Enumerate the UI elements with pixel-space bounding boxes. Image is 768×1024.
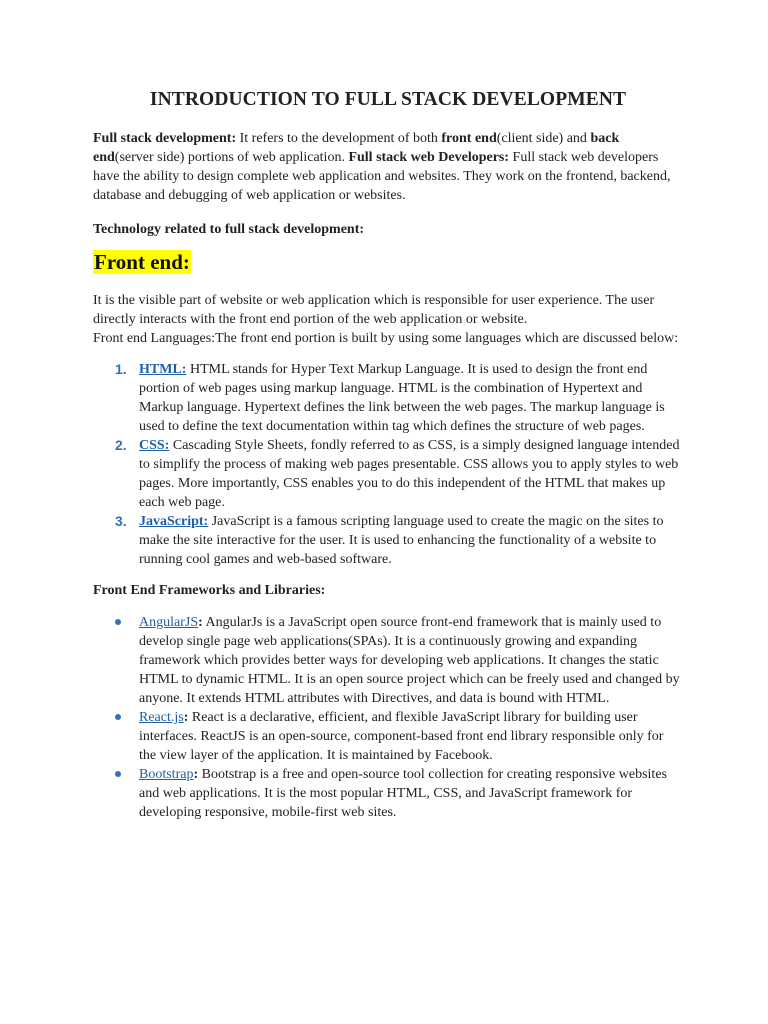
list-item xyxy=(115,512,683,569)
css-description: Cascading Style Sheets, fondly referred to as CSS, is a simply designed language intended to simplify the process of making web pages presentable. CSS allows you to apply styles to web pages. More importantly, CSS enables you to do this independent of the HTML that makes up each web page. xyxy=(139,438,680,510)
term-full-stack-developers: Full stack web Developers: xyxy=(348,150,510,165)
bullet-icon xyxy=(115,771,121,777)
bootstrap-description: Bootstrap is a free and open-source tool collection for creating responsive websites and web applications. It is the most popular HTML, CSS, and JavaScript framework for developing responsive, mobile-first web sites. xyxy=(139,767,667,820)
list-number: 2. xyxy=(115,437,127,453)
frameworks-list xyxy=(93,613,683,822)
intro-paragraph xyxy=(93,129,683,205)
front-end-languages-intro: Front end Languages:The front end portion is built by using some languages which are discussed below: xyxy=(93,331,679,346)
list-item xyxy=(115,436,683,512)
term-front-end: front end xyxy=(441,131,497,146)
reactjs-colon: : xyxy=(183,710,189,725)
term-full-stack-development: Full stack development: xyxy=(93,131,237,146)
frameworks-heading-text: Front End Frameworks and Libraries: xyxy=(93,583,326,598)
reactjs-description: React is a declarative, efficient, and flexible JavaScript library for building user interfaces. ReactJS is an open-source, component-based front end library responsible only for the view layer of the application. It is maintained by Facebook. xyxy=(139,710,664,763)
frameworks-heading xyxy=(93,581,683,600)
front-end-description: It is the visible part of website or web application which is responsible for user experience. The user directly interacts with the front end portion of the web application or website. xyxy=(93,293,655,327)
list-item xyxy=(115,360,683,436)
list-number: 3. xyxy=(115,513,127,529)
term-back-end: back end xyxy=(93,131,620,165)
list-item xyxy=(139,613,683,708)
bullet-icon xyxy=(115,619,121,625)
bootstrap-link[interactable]: Bootstrap xyxy=(139,767,194,782)
html-description: HTML stands for Hyper Text Markup Language. It is used to design the front end portion of web pages using markup language. HTML is the combination of Hypertext and Markup language. Hypertext defines the link between the web pages. The markup language is used to define the text documentation within tag which defines the structure of web pages. xyxy=(139,362,665,434)
angularjs-link[interactable]: AngularJS xyxy=(139,615,199,630)
intro-text-3: (server side) portions of web application. xyxy=(114,150,349,165)
front-end-heading-wrap xyxy=(93,248,683,281)
bootstrap-colon: : xyxy=(193,767,199,782)
bullet-icon xyxy=(115,714,121,720)
document-page xyxy=(93,88,683,822)
technology-heading-text: Technology related to full stack development: xyxy=(93,222,365,237)
intro-text-1: It refers to the development of both xyxy=(236,131,442,146)
intro-text-2: (client side) and xyxy=(496,131,591,146)
intro-text-4: Full stack web developers have the ability to design complete web application and websites. They work on the frontend, backend, database and debugging of web application or websites. xyxy=(93,150,671,203)
html-link[interactable]: HTML: xyxy=(139,362,187,377)
javascript-description: JavaScript is a famous scripting language used to create the magic on the sites to make the site interactive for the user. It is used to enhancing the functionality of a website to running cool games and web-based software. xyxy=(139,514,664,567)
css-link[interactable]: CSS: xyxy=(139,438,170,453)
list-item xyxy=(139,708,683,765)
angularjs-description: AngularJs is a JavaScript open source front-end framework that is mainly used to develop single page web applications(SPAs). It is a continuously growing and expanding framework which provides better ways for developing web applications. It changes the static HTML to dynamic HTML. It is an open source project which can be freely used and changed by anyone. It extends HTML attributes with Directives, and data is bound with HTML. xyxy=(139,615,680,706)
languages-list xyxy=(93,360,683,569)
front-end-heading: Front end: xyxy=(94,250,190,274)
angularjs-colon: : xyxy=(198,615,203,630)
javascript-link[interactable]: JavaScript: xyxy=(139,514,209,529)
technology-heading xyxy=(93,220,683,239)
list-number: 1. xyxy=(115,361,127,377)
list-item xyxy=(139,765,683,822)
reactjs-link[interactable]: React.js xyxy=(139,710,184,725)
page-title: INTRODUCTION TO FULL STACK DEVELOPMENT xyxy=(149,89,627,110)
